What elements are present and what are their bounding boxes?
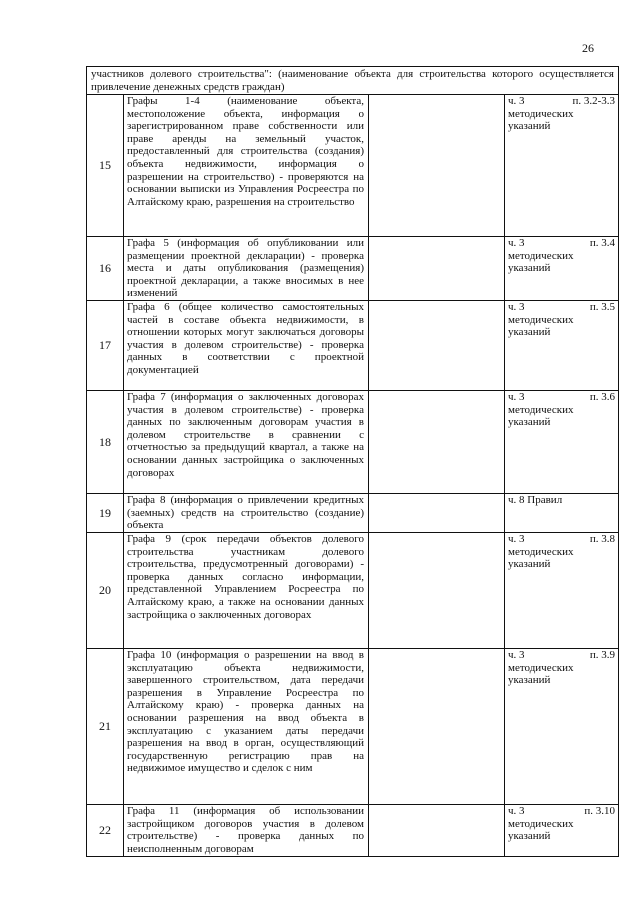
row-description: Графа 7 (информация о заключенных договорах участия в долевом строительстве) - проверка данных по заключенным договорам участия в долевом строительстве в сравнении с отчетностью за предыдущий квартал, а также на основании данных застройщика о заключенных договорах	[124, 391, 369, 494]
row-number: 16	[87, 237, 124, 301]
row-reference	[505, 494, 619, 533]
ref-rest: методических указаний	[508, 817, 574, 843]
ref-part: ч. 8 Правил	[508, 494, 563, 506]
row-reference	[505, 805, 619, 857]
ref-line	[508, 805, 615, 818]
ref-point: п. 3.9	[589, 649, 615, 661]
ref-line	[508, 533, 615, 546]
ref-point: п. 3.6	[589, 391, 615, 403]
ref-line	[508, 237, 615, 250]
ref-part: ч. 3	[508, 95, 525, 107]
ref-point: п. 3.5	[589, 301, 615, 313]
row-description: Графы 1-4 (наименование объекта, местоположение объекта, информация о зарегистрированном праве собственности или праве аренды на земельный участок, предоставленный для строительства (создания) объекта недвижимости, информация о разрешении на строительство) - проверяются на основании выписки из Управления Росреестра по Алтайскому краю, разрешения на строительство	[124, 95, 369, 237]
row-reference	[505, 533, 619, 649]
row-description: Графа 9 (срок передачи объектов долевого строительства участникам долевого строительства, предусмотренный договорами) - проверка данных согласно информации, представленной Управлением Росреестра по Алтайскому краю, а также на основании данных застройщика о заключенных договорах	[124, 533, 369, 649]
ref-line	[508, 391, 615, 404]
ref-part: ч. 3	[508, 805, 525, 817]
row-description: Графа 6 (общее количество самостоятельных частей в составе объекта недвижимости, в отношении которых могут заключаться договоры участия в долевом строительстве) - проверка данных в соответствии с проектной документацией	[124, 301, 369, 391]
table-row	[87, 533, 619, 649]
row-number: 18	[87, 391, 124, 494]
row-description: Графа 5 (информация об опубликовании или размещении проектной декларации) - проверка места и даты опубликования (размещения) проектной декларации, а также вносимых в нее изменений	[124, 237, 369, 301]
row-description: Графа 11 (информация об использовании застройщиком договоров участия в долевом строительстве) - проверка данных по неисполненным договорам	[124, 805, 369, 857]
row-empty-cell	[369, 95, 505, 237]
row-number: 21	[87, 649, 124, 805]
table-row	[87, 237, 619, 301]
ref-point: п. 3.10	[584, 805, 615, 817]
table-header-text: участников долевого строительства": (наименование объекта для строительства которого осуществляется привлечение денежных средств граждан)	[87, 67, 619, 95]
ref-rest: методических указаний	[508, 661, 574, 687]
ref-part: ч. 3	[508, 533, 525, 545]
ref-point: п. 3.4	[589, 237, 615, 249]
row-empty-cell	[369, 533, 505, 649]
ref-part: ч. 3	[508, 237, 525, 249]
ref-line	[508, 649, 615, 662]
ref-part: ч. 3	[508, 391, 525, 403]
ref-point: п. 3.8	[589, 533, 615, 545]
table-row	[87, 301, 619, 391]
table-row	[87, 805, 619, 857]
verification-table	[86, 66, 619, 857]
row-reference	[505, 95, 619, 237]
row-number: 17	[87, 301, 124, 391]
row-empty-cell	[369, 301, 505, 391]
row-reference	[505, 301, 619, 391]
ref-rest: методических указаний	[508, 313, 574, 339]
ref-line	[508, 301, 615, 314]
table-row	[87, 649, 619, 805]
row-empty-cell	[369, 805, 505, 857]
row-empty-cell	[369, 237, 505, 301]
ref-rest: методических указаний	[508, 249, 574, 275]
ref-part: ч. 3	[508, 301, 525, 313]
row-number: 20	[87, 533, 124, 649]
ref-rest: методических указаний	[508, 545, 574, 571]
ref-rest: методических указаний	[508, 107, 574, 133]
table-row	[87, 494, 619, 533]
row-empty-cell	[369, 649, 505, 805]
table-row	[87, 95, 619, 237]
page-number: 26	[582, 41, 594, 55]
row-reference	[505, 649, 619, 805]
row-description: Графа 10 (информация о разрешении на ввод в эксплуатацию объекта недвижимости, завершенного строительством, дата передачи разрешения в Управление Росреестра по Алтайскому краю) - проверка данных на основании разрешения на ввод объекта в эксплуатацию с указанием даты передачи разрешения на ввод в орган, осуществляющий государственную регистрацию прав на недвижимое имущество и сделок с ним	[124, 649, 369, 805]
row-number: 15	[87, 95, 124, 237]
table-row	[87, 391, 619, 494]
row-reference	[505, 391, 619, 494]
ref-line	[508, 95, 615, 108]
ref-rest: методических указаний	[508, 403, 574, 429]
table-header-row	[87, 67, 619, 95]
ref-part: ч. 3	[508, 649, 525, 661]
row-reference	[505, 237, 619, 301]
row-number: 22	[87, 805, 124, 857]
row-number: 19	[87, 494, 124, 533]
row-description: Графа 8 (информация о привлечении кредитных (заемных) средств на строительство (создание) объекта	[124, 494, 369, 533]
row-empty-cell	[369, 494, 505, 533]
row-empty-cell	[369, 391, 505, 494]
ref-point: п. 3.2-3.3	[572, 95, 615, 107]
